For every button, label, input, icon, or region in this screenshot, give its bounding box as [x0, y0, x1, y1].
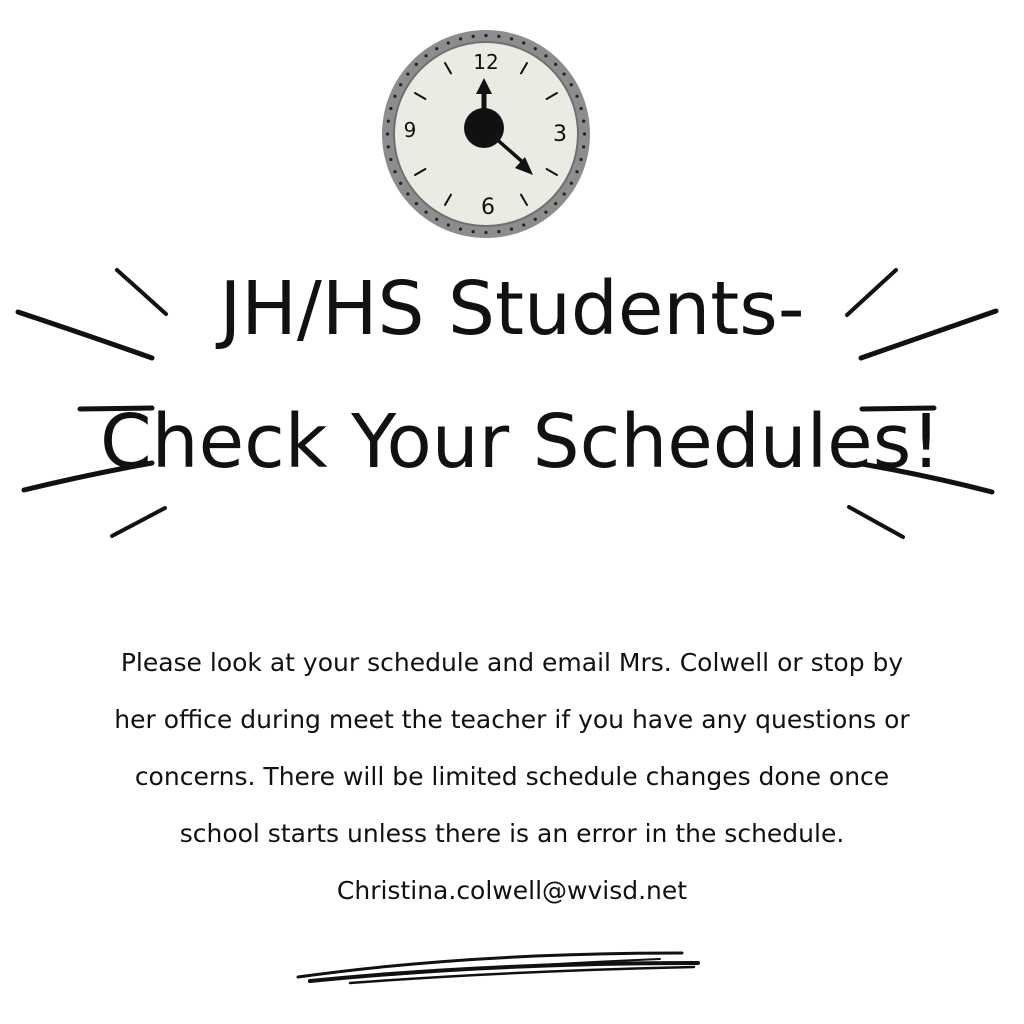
clock-numeral-9: 9: [403, 118, 417, 142]
title-line-1: JH/HS Students-: [219, 266, 805, 352]
message-text: Please look at your schedule and email Mrs. Colwell or stop by her office during meet the teacher if you have any questions or concerns. There will be limited schedule changes done once school starts unless there is an error in the schedule. Christina.colwell@wvisd.net: [114, 648, 910, 905]
brush-underline-icon: [290, 945, 710, 993]
ray-left-5: [112, 508, 165, 536]
clock-numeral-6: 6: [481, 195, 495, 220]
title-line-2: Check Your Schedules!: [100, 399, 941, 485]
ray-right-5: [849, 507, 903, 537]
clock-numeral-12: 12: [473, 50, 499, 74]
clock-numeral-3: 3: [553, 122, 567, 147]
underline-stroke-2: [310, 963, 698, 981]
